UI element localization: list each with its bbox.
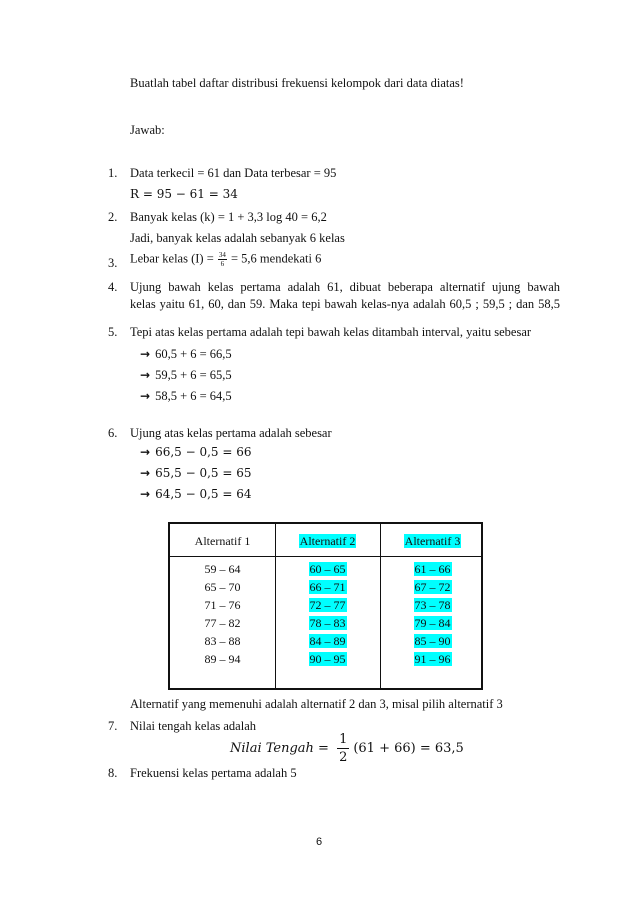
sub-item-text: 60,5 + 6 = 66,5 <box>155 347 232 361</box>
table-cell <box>380 634 485 649</box>
table-cell: 77 – 82 <box>204 616 241 630</box>
highlighted-value: 61 – 66 <box>414 562 451 576</box>
sub-item <box>140 347 232 362</box>
table-cell <box>275 616 380 631</box>
question-text: Buatlah tabel daftar distribusi frekuensi kelompok dari data diatas! <box>130 76 464 90</box>
sub-item <box>140 445 252 459</box>
step-number: 8. <box>108 766 118 780</box>
step-number: 7. <box>108 719 118 733</box>
table-cell <box>275 598 380 613</box>
sub-item <box>140 368 232 383</box>
range-formula: R = 95 − 61 = 34 <box>130 187 238 201</box>
sub-item <box>140 466 252 480</box>
table-cell: 71 – 76 <box>204 598 241 612</box>
highlighted-value: 66 – 71 <box>309 580 346 594</box>
step-text: Data terkecil = 61 dan Data terbesar = 95 <box>130 166 337 180</box>
table-cell: 83 – 88 <box>204 634 241 648</box>
step-text: Frekuensi kelas pertama adalah 5 <box>130 766 297 780</box>
highlighted-value: 78 – 83 <box>309 616 346 630</box>
table-cell <box>380 562 485 577</box>
step-text: Nilai tengah kelas adalah <box>130 719 256 733</box>
table-cell <box>275 562 380 577</box>
answer-label: Jawab: <box>130 123 165 137</box>
sub-item-text: 64,5 − 0,5 = 64 <box>155 487 252 501</box>
right-arrow-icon: → <box>140 347 151 361</box>
step-text <box>130 280 560 295</box>
alternatives-table <box>168 522 483 690</box>
step-text: Ujung atas kelas pertama adalah sebesar <box>130 426 332 440</box>
highlighted-value: 90 – 95 <box>309 652 346 666</box>
sub-item <box>140 487 252 501</box>
fraction-denominator: 2 <box>339 750 348 765</box>
step-number: 2. <box>108 210 118 224</box>
right-arrow-icon: → <box>140 389 151 403</box>
right-arrow-icon: → <box>140 368 151 382</box>
half-fraction <box>337 731 349 766</box>
sub-item-text: 58,5 + 6 = 64,5 <box>155 389 232 403</box>
table-cell <box>380 616 485 631</box>
table-cell: 89 – 94 <box>204 652 241 666</box>
conclusion-text: Alternatif yang memenuhi adalah alternatif 2 dan 3, misal pilih alternatif 3 <box>130 697 503 711</box>
sub-item-text: 66,5 − 0,5 = 66 <box>155 445 252 459</box>
right-arrow-icon: → <box>140 445 151 459</box>
step-number: 1. <box>108 166 118 180</box>
sub-item <box>140 389 232 404</box>
width-suffix: = 5,6 mendekati 6 <box>227 251 322 266</box>
sub-item-text: 59,5 + 6 = 65,5 <box>155 368 232 382</box>
table-cell <box>275 634 380 649</box>
width-prefix: Lebar kelas (I) = <box>130 251 217 266</box>
table-header-alt2 <box>275 534 380 549</box>
page-number: 6 <box>315 836 323 848</box>
highlighted-value: 73 – 78 <box>414 598 451 612</box>
fraction-numerator: 34 <box>218 251 226 259</box>
table-cell: 65 – 70 <box>204 580 241 594</box>
highlighted-value: 79 – 84 <box>414 616 451 630</box>
table-cell: 59 – 64 <box>204 562 241 576</box>
table-header-alt3 <box>380 534 485 549</box>
step-text <box>130 251 321 268</box>
step-text: Banyak kelas (k) = 1 + 3,3 log 40 = 6,2 <box>130 210 327 224</box>
highlighted-value: 67 – 72 <box>414 580 451 594</box>
highlighted-value: 60 – 65 <box>309 562 346 576</box>
midpoint-rhs: (61 + 66) = 63,5 <box>353 741 464 756</box>
step-number: 3. <box>108 256 118 270</box>
table-cell <box>275 580 380 595</box>
step-text-line2 <box>130 297 560 312</box>
table-header-alt1: Alternatif 1 <box>194 534 251 548</box>
step-text-line1: Ujung bawah kelas pertama adalah 61, dibuat beberapa alternatif ujung bawah <box>130 280 560 294</box>
highlighted-value: 84 – 89 <box>309 634 346 648</box>
step-number: 6. <box>108 426 118 440</box>
step-text-line2: Jadi, banyak kelas adalah sebanyak 6 kelas <box>130 231 345 245</box>
fraction-denominator: 6 <box>220 260 225 268</box>
highlighted-value: 85 – 90 <box>414 634 451 648</box>
highlighted-value: 72 – 77 <box>309 598 346 612</box>
fraction-numerator: 1 <box>339 732 348 747</box>
table-cell <box>380 598 485 613</box>
table-cell <box>380 652 485 667</box>
step-text: Tepi atas kelas pertama adalah tepi bawah kelas ditambah interval, yaitu sebesar <box>130 325 532 339</box>
sub-item-text: 65,5 − 0,5 = 65 <box>155 466 252 480</box>
midpoint-lhs: Nilai Tengah = <box>230 741 334 756</box>
step-number: 5. <box>108 325 118 339</box>
highlighted-value: 91 – 96 <box>414 652 451 666</box>
width-fraction <box>218 251 227 268</box>
highlighted-header: Alternatif 2 <box>299 534 356 548</box>
right-arrow-icon: → <box>140 487 151 501</box>
highlighted-header: Alternatif 3 <box>404 534 461 548</box>
step-text-line2-content: kelas yaitu 61, 60, dan 59. Maka tepi bawah kelas-nya adalah 60,5 ; 59,5 ; dan 58,5 <box>130 297 560 311</box>
step-number: 4. <box>108 280 118 294</box>
midpoint-formula <box>230 731 464 766</box>
table-cell <box>275 652 380 667</box>
table-cell <box>380 580 485 595</box>
right-arrow-icon: → <box>140 466 151 480</box>
